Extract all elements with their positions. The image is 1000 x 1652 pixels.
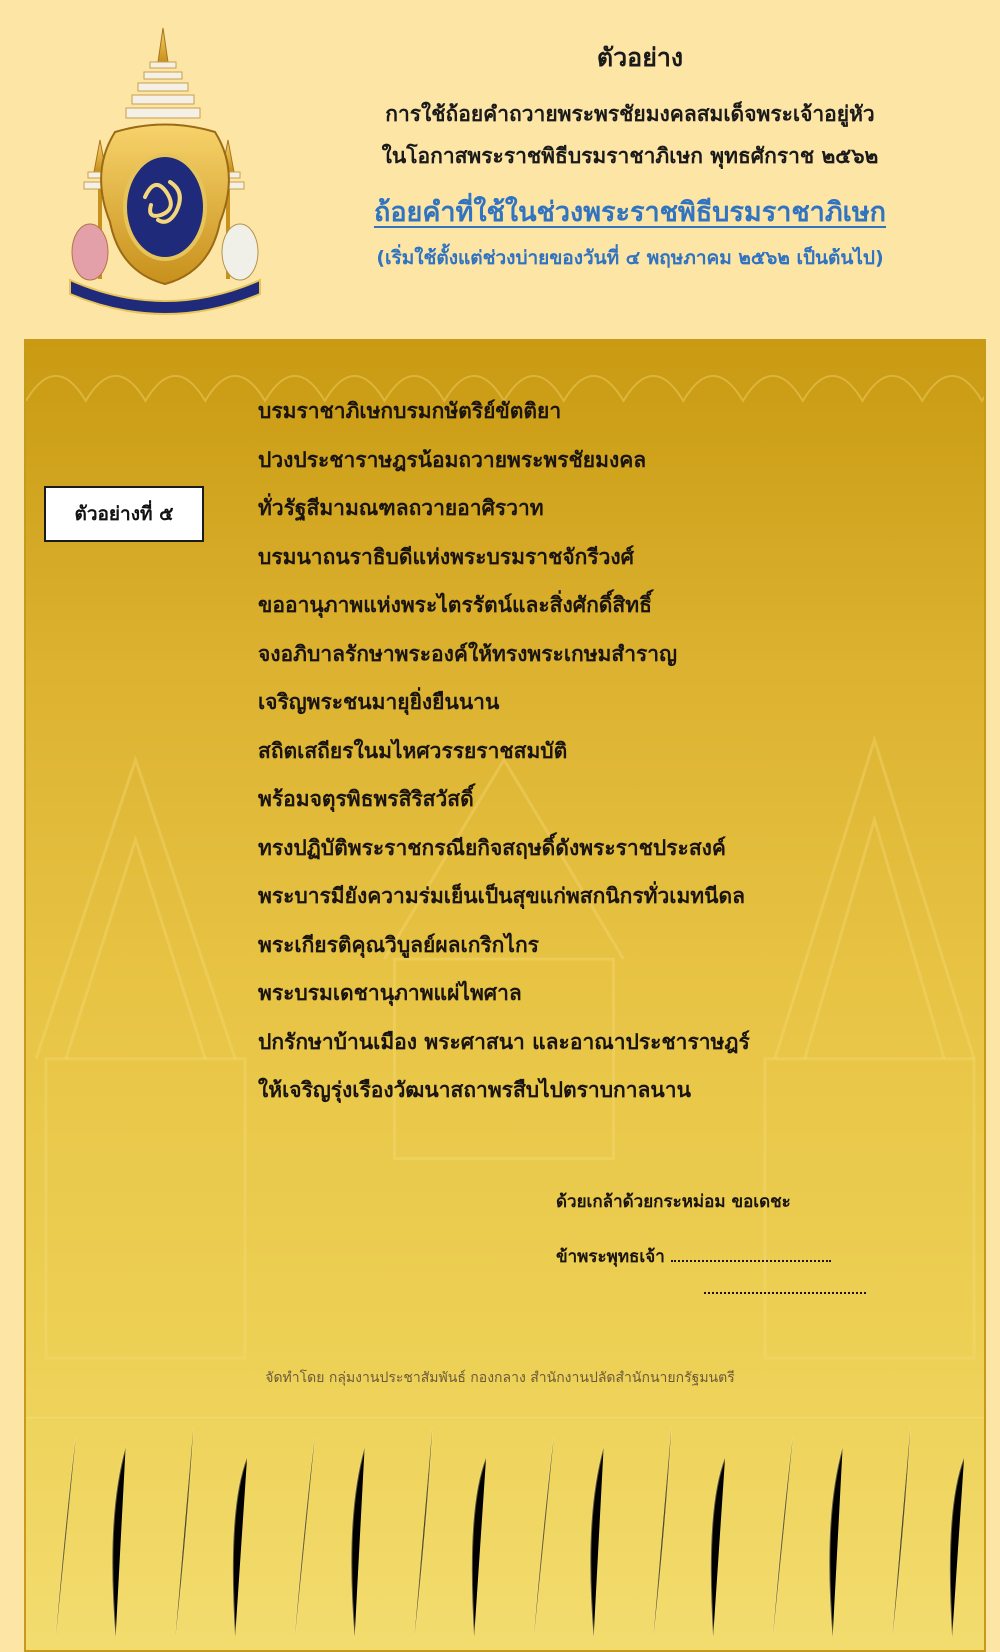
verse-line: ทรงปฏิบัติพระราชกรณียกิจสฤษดิ์ดังพระราชประสงค์ — [258, 835, 726, 860]
verse-line: จงอภิบาลรักษาพระองค์ให้ทรงพระเกษมสำราญ — [258, 641, 677, 666]
closing-salutation: ด้วยเกล้าด้วยกระหม่อม ขอเดชะ — [556, 1192, 791, 1212]
name-dotted-line — [704, 1278, 866, 1294]
verse-line: พระบารมียังความร่มเย็นเป็นสุขแก่พสกนิกรทั่วเมทนีดล — [258, 884, 746, 908]
royal-emblem — [60, 22, 270, 322]
verse-line: พระเกียรติคุณวิบูลย์ผลเกริกไกร — [258, 932, 539, 957]
verse-line: พระบรมเดชานุภาพแผ่ไพศาล — [258, 981, 522, 1005]
signature-dotted-line — [671, 1246, 831, 1262]
verse-line: บรมราชาภิเษกบรมกษัตริย์ขัตติยา — [258, 399, 562, 423]
example-number-label: ตัวอย่างที่ ๕ — [44, 486, 204, 542]
verse-line: ปกรักษาบ้านเมือง พระศาสนา และอาณาประชาราษฎร์ — [258, 1029, 750, 1054]
subheadline: (เริ่มใช้ตั้งแต่ช่วงบ่ายของวันที่ ๔ พฤษภาคม ๒๕๖๒ เป็นต้นไป) — [376, 247, 884, 269]
verse-line: เจริญพระชนมายุยิ่งยืนนาน — [258, 690, 500, 714]
heading-line-2: ในโอกาสพระราชพิธีบรมราชาภิเษก พุทธศักราช ๒๕๖๒ — [381, 144, 879, 168]
heading-line-1: การใช้ถ้อยคำถวายพระพรชัยมงคลสมเด็จพระเจ้าอยู่หัว — [385, 102, 875, 126]
header — [280, 38, 980, 273]
verse-line: สถิตเสถียรในมไหศวรรยราชสมบัติ — [258, 738, 568, 763]
signer-line — [556, 1243, 831, 1270]
footer-credit: จัดทำโดย กลุ่มงานประชาสัมพันธ์ กองกลาง สำนักงานปลัดสำนักนายกรัฐมนตรี — [265, 1370, 735, 1386]
verse-list — [258, 394, 750, 1122]
verse-line: ปวงประชาราษฎรน้อมถวายพระพรชัยมงคล — [258, 447, 647, 472]
verse-line: พร้อมจตุรพิธพรสิริสวัสดิ์ — [258, 787, 474, 811]
verse-line: บรมนาถนราธิบดีแห่งพระบรมราชจักรีวงศ์ — [258, 544, 635, 569]
verse-line: ให้เจริญรุ่งเรืองวัฒนาสถาพรสืบไปตราบกาลนาน — [258, 1078, 691, 1102]
verse-line: ขออานุภาพแห่งพระไตรรัตน์และสิ่งศักดิ์สิทธิ์ — [258, 593, 652, 617]
headline: ถ้อยคำที่ใช้ในช่วงพระราชพิธีบรมราชาภิเษก — [373, 197, 887, 228]
page-title: ตัวอย่าง — [596, 43, 684, 72]
signer-label: ข้าพระพุทธเจ้า — [556, 1247, 665, 1267]
verse-line: ทั่วรัฐสีมามณฑลถวายอาศิรวาท — [258, 496, 544, 520]
